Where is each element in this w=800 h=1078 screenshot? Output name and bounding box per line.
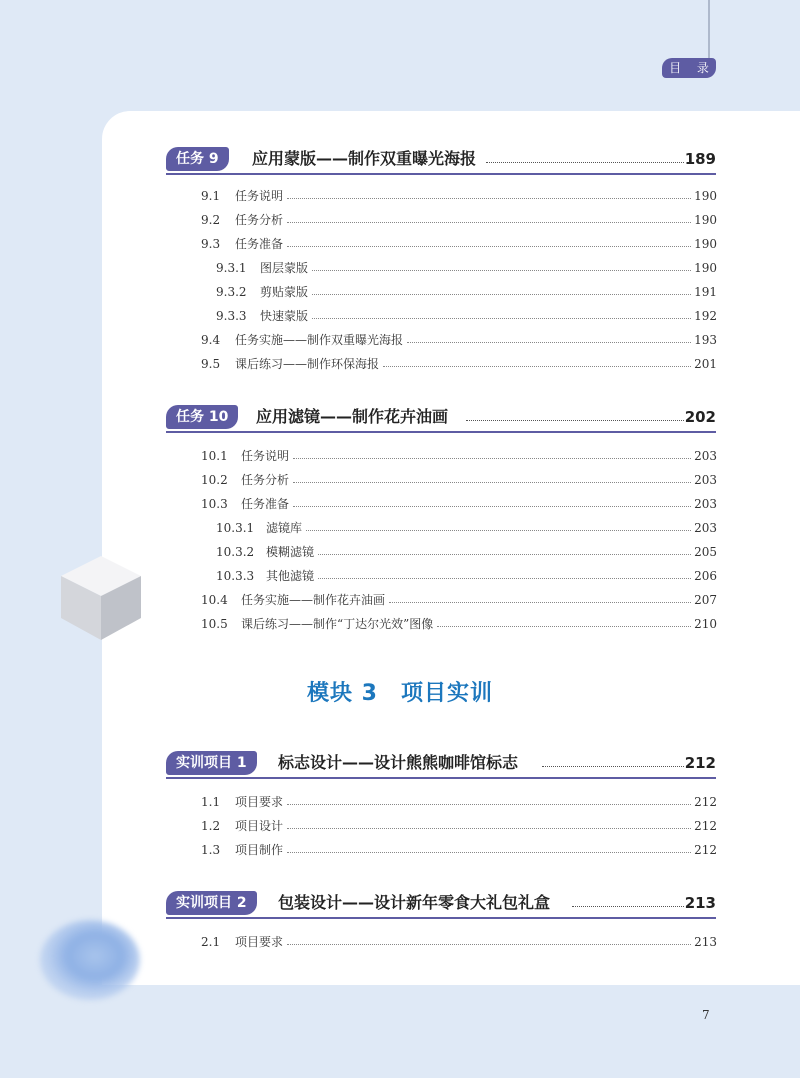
leader-dots [312, 318, 691, 319]
entry-page: 203 [694, 521, 717, 535]
project-badge: 实训项目 1 [166, 751, 257, 775]
leader-dots [407, 342, 691, 343]
entry-page: 212 [694, 843, 717, 857]
leader-dots [287, 246, 691, 247]
project-page: 213 [684, 894, 716, 912]
task-underline [166, 173, 716, 175]
top-decor-line [708, 0, 710, 58]
entry-page: 203 [694, 497, 717, 511]
toc-entry[interactable] [201, 446, 717, 466]
leader-dots [287, 222, 691, 223]
entry-text: 任务分析 [235, 213, 284, 227]
toc-entry[interactable] [201, 840, 717, 860]
entry-number: 1.3 [201, 843, 221, 857]
entry-text: 课后练习——制作“丁达尔光效”图像 [241, 617, 434, 631]
leader-dots [437, 626, 691, 627]
entry-page: 203 [694, 449, 717, 463]
toc-entry[interactable] [201, 470, 717, 490]
entry-page: 191 [694, 285, 717, 299]
entry-page: 201 [694, 357, 717, 371]
project-1-header[interactable] [166, 751, 716, 777]
entry-number: 9.3.3 [216, 309, 247, 323]
entry-text: 任务实施——制作双重曝光海报 [235, 333, 404, 347]
task-badge: 任务 9 [166, 147, 229, 171]
task-title: 应用滤镜——制作花卉油画 [256, 405, 452, 429]
entry-page: 212 [694, 795, 717, 809]
leader-dots [306, 530, 691, 531]
entry-page: 207 [694, 593, 717, 607]
entry-text: 项目设计 [235, 819, 284, 833]
toc-entry[interactable] [201, 792, 717, 812]
leader-dots [318, 554, 691, 555]
entry-number: 10.1 [201, 449, 228, 463]
entry-number: 9.5 [201, 357, 221, 371]
project-underline [166, 917, 716, 919]
leader-dots [318, 578, 691, 579]
entry-number: 10.3 [201, 497, 228, 511]
leader-dots [542, 766, 684, 767]
leader-dots [293, 482, 691, 483]
entry-number: 9.4 [201, 333, 221, 347]
entry-text: 项目要求 [235, 795, 284, 809]
project-badge: 实训项目 2 [166, 891, 257, 915]
leader-dots [312, 270, 691, 271]
toc-subentry[interactable] [216, 306, 717, 326]
entry-number: 10.2 [201, 473, 228, 487]
entry-page: 190 [694, 213, 717, 227]
toc-entry[interactable] [201, 186, 717, 206]
project-2-header[interactable] [166, 891, 716, 917]
blue-blur-decoration [40, 920, 140, 1000]
entry-text: 任务实施——制作花卉油画 [241, 593, 386, 607]
leader-dots [466, 420, 684, 421]
entry-text: 任务分析 [241, 473, 290, 487]
cube-decoration [55, 552, 147, 644]
leader-dots [287, 828, 691, 829]
project-title: 标志设计——设计熊熊咖啡馆标志 [278, 751, 522, 775]
toc-entry[interactable] [201, 494, 717, 514]
page-number: 7 [702, 1008, 710, 1022]
task-9-header[interactable] [166, 147, 716, 173]
entry-page: 203 [694, 473, 717, 487]
entry-text: 任务说明 [235, 189, 284, 203]
entry-text: 任务说明 [241, 449, 290, 463]
entry-number: 9.3.2 [216, 285, 247, 299]
entry-text: 项目要求 [235, 935, 284, 949]
toc-subentry[interactable] [216, 518, 717, 538]
project-underline [166, 777, 716, 779]
toc-entry[interactable] [201, 816, 717, 836]
entry-number: 2.1 [201, 935, 221, 949]
entry-number: 9.3 [201, 237, 221, 251]
entry-number: 9.1 [201, 189, 221, 203]
toc-entry[interactable] [201, 354, 717, 374]
leader-dots [287, 852, 691, 853]
entry-number: 10.3.2 [216, 545, 255, 559]
entry-page: 213 [694, 935, 717, 949]
toc-entry[interactable] [201, 614, 717, 634]
entry-number: 9.2 [201, 213, 221, 227]
toc-entry[interactable] [201, 932, 717, 952]
leader-dots [312, 294, 691, 295]
entry-page: 190 [694, 261, 717, 275]
leader-dots [383, 366, 691, 367]
leader-dots [293, 458, 691, 459]
entry-number: 1.2 [201, 819, 221, 833]
entry-number: 10.3.1 [216, 521, 255, 535]
leader-dots [293, 506, 691, 507]
task-page: 202 [684, 408, 716, 426]
toc-entry[interactable] [201, 210, 717, 230]
toc-entry[interactable] [201, 330, 717, 350]
module-title: 模块 3 项目实训 [307, 681, 493, 706]
entry-number: 1.1 [201, 795, 221, 809]
entry-page: 205 [694, 545, 717, 559]
entry-text: 项目制作 [235, 843, 284, 857]
leader-dots [389, 602, 691, 603]
entry-text: 图层蒙版 [260, 261, 309, 275]
entry-text: 课后练习——制作环保海报 [235, 357, 380, 371]
entry-number: 10.5 [201, 617, 228, 631]
task-underline [166, 431, 716, 433]
entry-text: 剪贴蒙版 [260, 285, 309, 299]
task-badge: 任务 10 [166, 405, 238, 429]
entry-text: 其他滤镜 [266, 569, 315, 583]
task-page: 189 [684, 150, 716, 168]
toc-entry[interactable] [201, 234, 717, 254]
entry-page: 210 [694, 617, 717, 631]
entry-page: 190 [694, 237, 717, 251]
toc-subentry[interactable] [216, 566, 717, 586]
entry-number: 10.4 [201, 593, 228, 607]
project-page: 212 [684, 754, 716, 772]
toc-subentry[interactable] [216, 282, 717, 302]
toc-header-tab: 目 录 [662, 58, 716, 78]
entry-number: 10.3.3 [216, 569, 255, 583]
entry-text: 快速蒙版 [260, 309, 309, 323]
entry-number: 9.3.1 [216, 261, 247, 275]
leader-dots [287, 198, 691, 199]
entry-page: 193 [694, 333, 717, 347]
leader-dots [486, 162, 684, 163]
task-title: 应用蒙版——制作双重曝光海报 [252, 147, 480, 171]
entry-text: 滤镜库 [266, 521, 303, 535]
entry-page: 212 [694, 819, 717, 833]
entry-text: 模糊滤镜 [266, 545, 315, 559]
project-title: 包装设计——设计新年零食大礼包礼盒 [278, 891, 554, 915]
leader-dots [572, 906, 684, 907]
leader-dots [287, 944, 691, 945]
entry-page: 206 [694, 569, 717, 583]
entry-text: 任务准备 [241, 497, 290, 511]
entry-text: 任务准备 [235, 237, 284, 251]
leader-dots [287, 804, 691, 805]
entry-page: 192 [694, 309, 717, 323]
toc-subentry[interactable] [216, 258, 717, 278]
entry-page: 190 [694, 189, 717, 203]
task-10-header[interactable] [166, 405, 716, 431]
toc-subentry[interactable] [216, 542, 717, 562]
toc-entry[interactable] [201, 590, 717, 610]
